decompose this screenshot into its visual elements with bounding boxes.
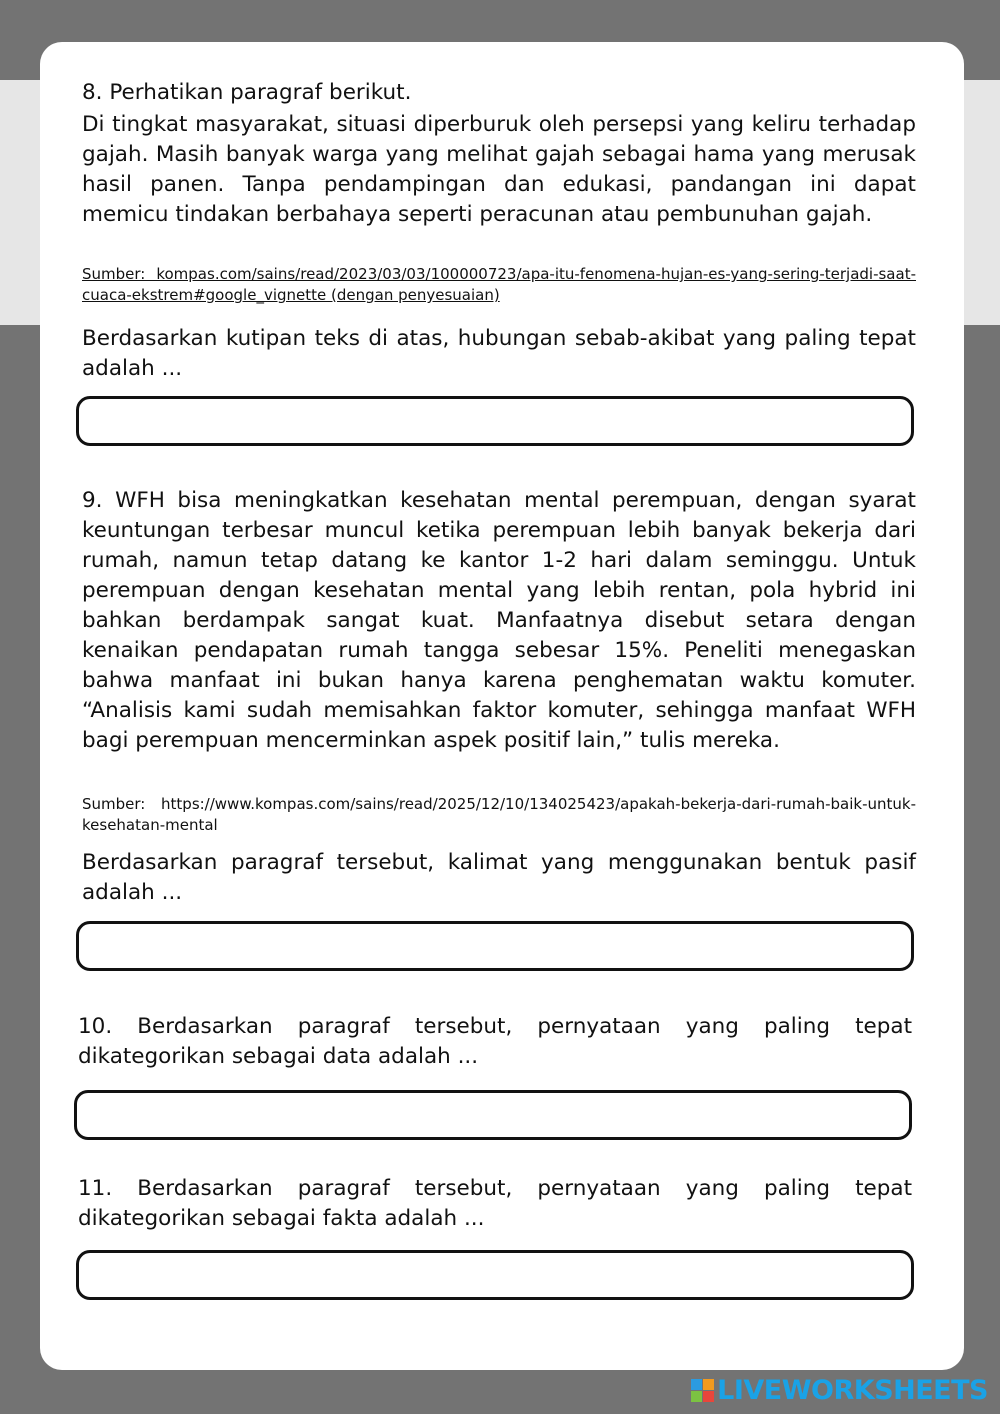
q8-question: Berdasarkan kutipan teks di atas, hubungan sebab-akibat yang paling tepat adalah ... bbox=[82, 326, 916, 381]
q8-answer-input[interactable] bbox=[79, 399, 911, 443]
q8-answer-box[interactable] bbox=[76, 396, 914, 446]
liveworksheets-logo-text: LIVEWORKSHEETS bbox=[717, 1374, 988, 1406]
q11-question: 11. Berdasarkan paragraf tersebut, pernyataan yang paling tepat dikategorikan sebagai fakta adalah ... bbox=[78, 1176, 912, 1231]
q10-question: 10. Berdasarkan paragraf tersebut, pernyataan yang paling tepat dikategorikan sebagai data adalah ... bbox=[78, 1014, 912, 1069]
q10-answer-box[interactable] bbox=[74, 1090, 912, 1140]
q9-answer-box[interactable] bbox=[76, 921, 914, 971]
q9-answer-input[interactable] bbox=[79, 924, 911, 968]
q10-answer-input[interactable] bbox=[77, 1093, 909, 1137]
q8-source: Sumber: kompas.com/sains/read/2023/03/03/100000723/apa-itu-fenomena-hujan-es-yang-sering-terjadi-saat-cuaca-ekstrem#google_vignette (dengan penyesuaian) bbox=[82, 265, 916, 304]
q11-answer-box[interactable] bbox=[76, 1250, 914, 1300]
q11-answer-input[interactable] bbox=[79, 1253, 911, 1297]
q9-paragraph: 9. WFH bisa meningkatkan kesehatan mental perempuan, dengan syarat keuntungan terbesar muncul ketika perempuan lebih banyak bekerja dari rumah, namun tetap datang ke kantor 1-2 hari dalam seminggu. Untuk perempuan dengan kesehatan mental yang lebih rentan, pola hybrid ini bahkan berdampak sangat kuat. Manfaatnya disebut setara dengan kenaikan pendapatan rumah tangga sebesar 15%. Peneliti menegaskan bahwa manfaat ini bukan hanya karena penghematan waktu komuter. “Analisis kami sudah memisahkan faktor komuter, sehingga manfaat WFH bagi perempuan mencerminkan aspek positif lain,” tulis mereka. bbox=[82, 488, 916, 753]
q8-title: 8. Perhatikan paragraf berikut. bbox=[82, 80, 412, 105]
liveworksheets-logo[interactable] bbox=[691, 1374, 988, 1406]
q9-source: Sumber: https://www.kompas.com/sains/read/2025/12/10/134025423/apakah-bekerja-dari-rumah-baik-untuk-kesehatan-mental bbox=[82, 795, 916, 834]
liveworksheets-logo-icon bbox=[691, 1379, 714, 1402]
q9-question: Berdasarkan paragraf tersebut, kalimat yang menggunakan bentuk pasif adalah ... bbox=[82, 850, 916, 905]
q8-paragraph: Di tingkat masyarakat, situasi diperburuk oleh persepsi yang keliru terhadap gajah. Masih banyak warga yang melihat gajah sebagai hama yang merusak hasil panen. Tanpa pendampingan dan edukasi, pandangan ini dapat memicu tindakan berbahaya seperti peracunan atau pembunuhan gajah. bbox=[82, 112, 916, 227]
